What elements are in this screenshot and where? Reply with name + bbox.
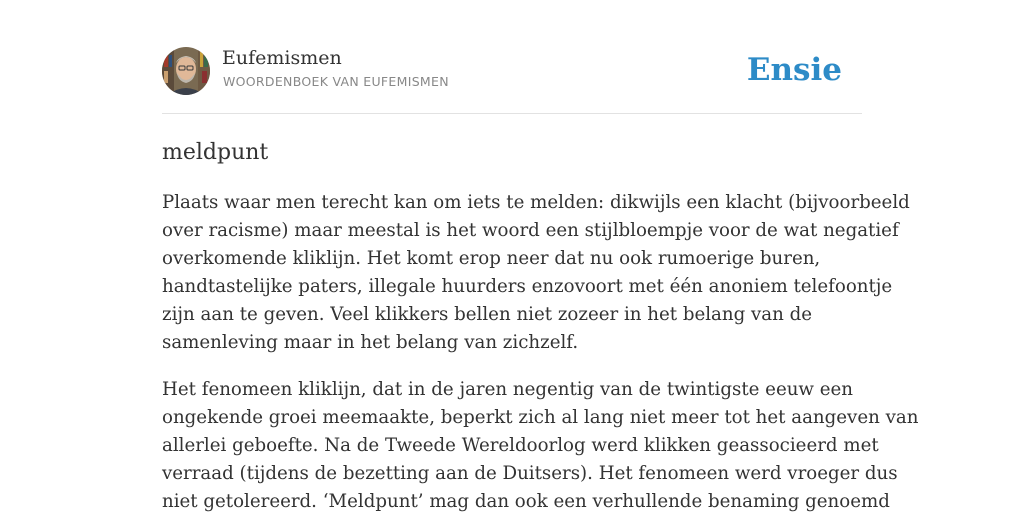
paragraph: [162, 376, 919, 512]
text-line: zijn aan te geven. Veel klikkers bellen niet zozeer in het belang van de: [162, 304, 813, 325]
header: [162, 46, 862, 114]
author-subtitle: WOORDENBOEK VAN EUFEMISMEN: [223, 74, 449, 89]
text-line: Plaats waar men terecht kan om iets te melden: dikwijls een klacht (bijvoorbeeld: [162, 192, 910, 213]
author-portrait-icon: [162, 47, 210, 95]
text-line: overkomende kliklijn. Het komt erop neer dat nu ook rumoerige buren,: [162, 248, 821, 269]
avatar[interactable]: [162, 47, 210, 95]
text-line: verraad (tijdens de bezetting aan de Duitsers). Het fenomeen werd vroeger dus: [162, 463, 898, 484]
text-line: niet getolereerd. ‘Meldpunt’ mag dan ook een verhullende benaming genoemd: [162, 491, 890, 512]
text-line: ongekende groei meemaakte, beperkt zich al lang niet meer tot het aangeven van: [162, 407, 919, 428]
text-line: allerlei geboefte. Na de Tweede Wereldoorlog werd klikken geassocieerd met: [162, 435, 879, 456]
text-line: samenleving maar in het belang van zichzelf.: [162, 332, 579, 353]
page-title: meldpunt: [162, 140, 269, 165]
author-name[interactable]: Eufemismen: [222, 47, 342, 69]
text-line: Het fenomeen kliklijn, dat in de jaren negentig van de twintigste eeuw een: [162, 379, 854, 400]
text-line: over racisme) maar meestal is het woord een stijlbloempje voor de wat negatief: [162, 220, 899, 241]
text-line: handtastelijke paters, illegale huurders enzovoort met één anoniem telefoontje: [162, 276, 893, 297]
paragraph: [162, 189, 910, 357]
entry-description: [162, 189, 919, 512]
brand-logo-link[interactable]: Ensie: [746, 52, 842, 88]
